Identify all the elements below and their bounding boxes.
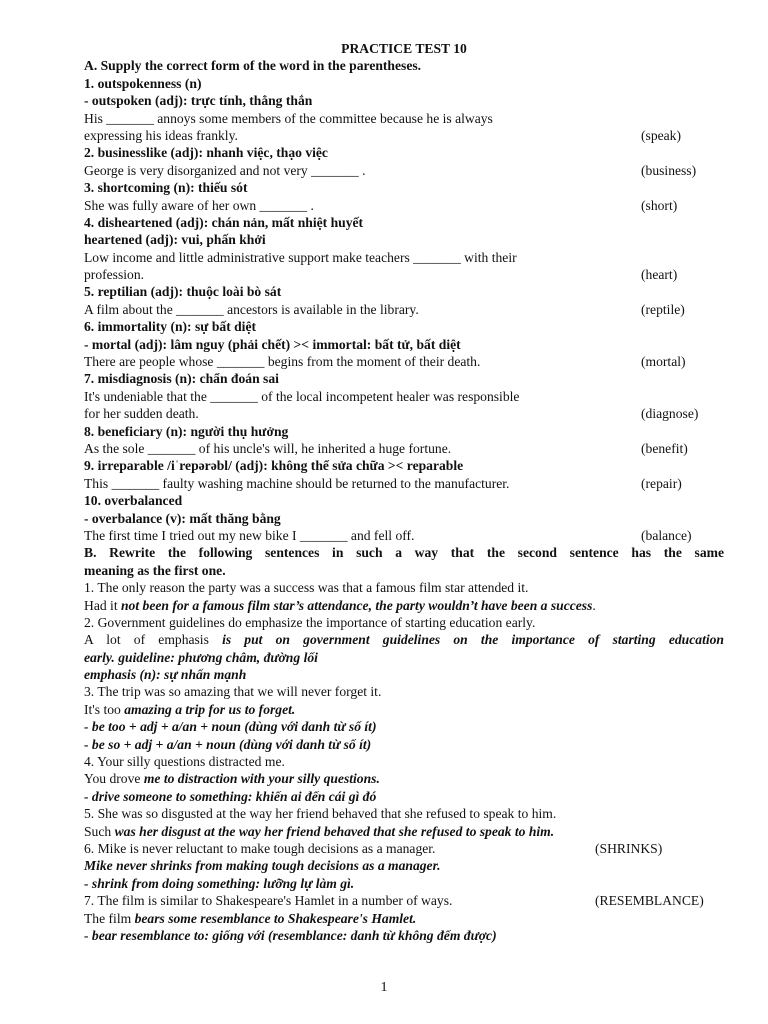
answer-5: Such was her disgust at the way her friend behaved that she refused to speak to him. [84,823,555,839]
question-5: 5. She was so disgusted at the way her friend behaved that she refused to speak to him. [84,806,557,822]
question-3: 3. The trip was so amazing that we will never forget it. [84,684,382,700]
document-page [84,40,724,944]
item-8-keyword-line: 8. beneficiary (n): người thụ hưởng [84,423,289,439]
answer-4: You drove me to distraction with your silly questions. [84,771,380,787]
item-10-keyword-line: 10. overbalanced [84,493,183,509]
item-6-keyword-line: - mortal (adj): lâm nguy (phải chết) >< immortal: bất tử, bất diệt [84,336,461,352]
item-6-hint: (mortal) [641,354,686,370]
item-1-keyword-line: 1. outspokenness (n) [84,75,202,91]
item-4-sentence-line: Low income and little administrative support make teachers _______ with their [84,249,517,265]
item-7-sentence-line: It's undeniable that the _______ of the local incompetent healer was responsible [84,388,520,404]
item-9-sentence-line: This _______ faulty washing machine should be returned to the manufacturer. (repair) [84,475,682,491]
item-7-keyword-line: 7. misdiagnosis (n): chẩn đoán sai [84,371,279,387]
answer-3-note-2: - be so + adj + a/an + noun (dùng với danh từ số ít) [84,736,372,752]
answer-2-line-2: early. guideline: phương châm, đường lối [84,649,318,665]
item-4-sentence-line: profession. (heart) [84,267,678,283]
part-b-heading-line-2: meaning as the first one. [84,562,226,578]
item-4-keyword-line: 4. disheartened (adj): chán nản, mất nhiệt huyết [84,214,364,230]
item-4-keyword-line: heartened (adj): vui, phấn khởi [84,232,266,248]
answer-2-note: emphasis (n): sự nhấn mạnh [84,667,247,683]
item-5-hint: (reptile) [641,301,685,317]
item-3-sentence-line: She was fully aware of her own _______ . (short) [84,197,678,213]
page-title: PRACTICE TEST 10 [341,41,467,56]
item-5-keyword-line: 5. reptilian (adj): thuộc loài bò sát [84,284,282,300]
answer-7-note: - bear resemblance to: giống với (resemblance: danh từ không đếm được) [84,927,497,943]
item-7-hint: (diagnose) [641,406,699,422]
item-7-sentence-line: for her sudden death. (diagnose) [84,406,699,422]
item-8-sentence-line: As the sole _______ of his uncle's will, he inherited a huge fortune. (benefit) [84,440,688,456]
item-10-sentence-line: The first time I tried out my new bike I _______ and fell off. (balance) [84,527,692,543]
item-1-sentence-line: expressing his ideas frankly. (speak) [84,127,682,143]
answer-1: Had it not been for a famous film star’s attendance, the party wouldn’t have been a success. [84,597,596,613]
keyword-6: (SHRINKS) [595,840,663,856]
item-9-keyword-line: 9. irreparable /iˈrepərəbl/ (adj): không thể sửa chữa >< reparable [84,458,464,474]
page-number: 1 [380,980,388,995]
answer-3: It's too amazing a trip for us to forget. [84,701,296,717]
answer-2-line-1: A lot of emphasis is put on government guidelines on the importance of starting education [84,632,724,648]
item-1-hint: (speak) [641,127,682,143]
item-2-sentence-line: George is very disorganized and not very _______ . (business) [84,162,697,178]
answer-3-note-1: - be too + adj + a/an + noun (dùng với danh từ số ít) [84,719,377,735]
item-5-sentence-line: A film about the _______ ancestors is available in the library. (reptile) [84,301,685,317]
question-7: 7. The film is similar to Shakespeare's Hamlet in a number of ways. (RESEMBLANCE) [84,893,704,909]
part-a-heading: A. Supply the correct form of the word in the parentheses. [84,58,422,74]
item-3-hint: (short) [641,197,678,213]
item-1-sentence-line: His _______ annoys some members of the committee because he is always [84,110,493,126]
question-6: 6. Mike is never reluctant to make tough decisions as a manager. (SHRINKS) [84,840,663,856]
item-2-hint: (business) [641,162,697,178]
item-2-keyword-line: 2. businesslike (adj): nhanh việc, thạo việc [84,145,328,161]
item-8-hint: (benefit) [641,440,688,456]
item-6-sentence-line: There are people whose _______ begins from the moment of their death. (mortal) [84,354,686,370]
question-1: 1. The only reason the party was a success was that a famous film star attended it. [84,580,529,596]
part-b-heading-line-1: B. Rewrite the following sentences in such a way that the second sentence has the same [84,545,724,561]
item-1-keyword-line: - outspoken (adj): trực tính, thẳng thắn [84,93,313,109]
answer-6: Mike never shrinks from making tough decisions as a manager. [84,858,441,874]
question-4: 4. Your silly questions distracted me. [84,754,285,770]
item-3-keyword-line: 3. shortcoming (n): thiếu sót [84,180,248,196]
item-10-keyword-line: - overbalance (v): mất thăng bằng [84,510,281,526]
item-4-hint: (heart) [641,267,678,283]
item-9-hint: (repair) [641,475,682,491]
answer-6-note: - shrink from doing something: lưỡng lự làm gì. [84,875,355,891]
item-6-keyword-line: 6. immortality (n): sự bất diệt [84,319,257,335]
item-10-hint: (balance) [641,527,692,543]
part-a-items [84,75,724,545]
answer-4-note: - drive someone to something: khiến ai đến cái gì đó [84,788,377,804]
answer-7: The film bears some resemblance to Shakespeare's Hamlet. [84,910,417,926]
question-2: 2. Government guidelines do emphasize the importance of starting education early. [84,614,536,630]
keyword-7: (RESEMBLANCE) [595,893,704,909]
